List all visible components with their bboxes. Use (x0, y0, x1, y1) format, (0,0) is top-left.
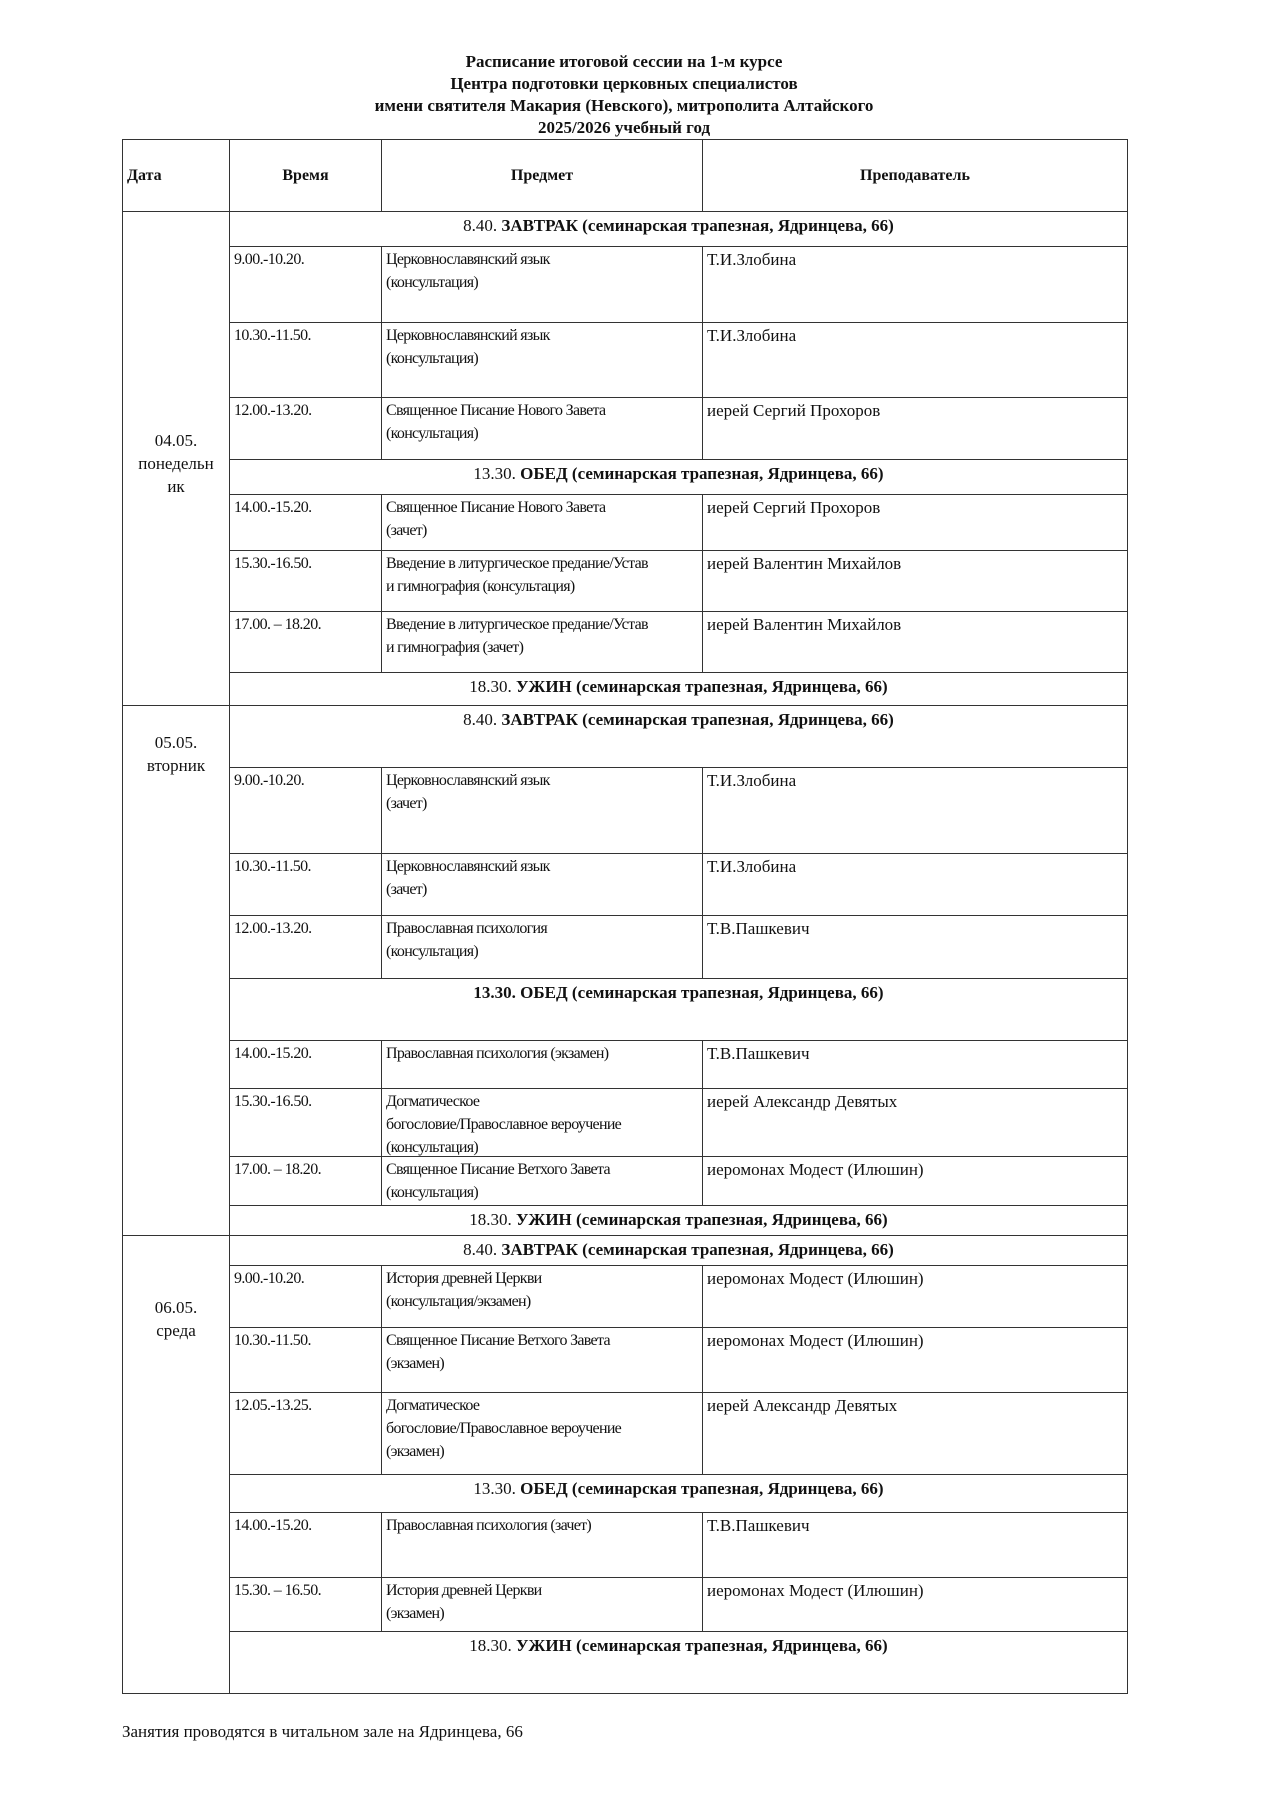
subject-line: Священное Писание Нового Завета (386, 499, 606, 516)
meal-time: 13.30. (473, 1479, 516, 1498)
teacher-cell (702, 494, 1128, 551)
subject-line: Догматическое (386, 1397, 480, 1414)
time-cell (229, 1577, 382, 1632)
time-cell (229, 322, 382, 398)
subject-line: (консультация) (386, 1184, 479, 1201)
subject-line: Догматическое (386, 1093, 480, 1110)
teacher-name: Т.В.Пашкевич (707, 1044, 810, 1063)
meal-row (229, 978, 1128, 1041)
meal-row (229, 211, 1128, 247)
subject-line: (зачет) (386, 795, 427, 812)
class-time: 14.00.-15.20. (234, 499, 312, 516)
meal-row (229, 1474, 1128, 1513)
teacher-name: иеромонах Модест (Илюшин) (707, 1269, 924, 1288)
meal-time: 18.30. (469, 1636, 517, 1655)
class-time: 14.00.-15.20. (234, 1045, 312, 1062)
class-time: 9.00.-10.20. (234, 1270, 305, 1287)
meal-time: 18.30. (469, 677, 512, 696)
meal-description: УЖИН (семинарская трапезная, Ядринцева, 66) (516, 1636, 888, 1655)
class-time: 15.30. – 16.50. (234, 1582, 322, 1599)
meal-description: ОБЕД (семинарская трапезная, Ядринцева, 66) (520, 983, 884, 1002)
teacher-cell (702, 550, 1128, 612)
subject-cell (381, 853, 703, 916)
class-time: 10.30.-11.50. (234, 327, 311, 344)
subject-cell (381, 397, 703, 460)
subject-line: и гимнография (зачет) (386, 639, 524, 656)
teacher-name: Т.В.Пашкевич (707, 919, 810, 938)
teacher-cell (702, 1392, 1128, 1475)
teacher-cell (702, 1265, 1128, 1328)
subject-line: Священное Писание Ветхого Завета (386, 1332, 610, 1349)
meal-row (229, 1205, 1128, 1236)
time-cell (229, 1512, 382, 1578)
meal-time: 13.30. (473, 464, 516, 483)
teacher-cell (702, 1040, 1128, 1089)
subject-line: Церковнославянский язык (386, 858, 550, 875)
day-weekday: ик (167, 477, 185, 496)
time-cell (229, 1392, 382, 1475)
subject-line: Священное Писание Ветхого Завета (386, 1161, 610, 1178)
subject-line: (зачет) (386, 881, 427, 898)
day-weekday: среда (156, 1321, 196, 1340)
column-header-label: Преподаватель (860, 167, 970, 184)
teacher-name: иерей Сергий Прохоров (707, 401, 881, 420)
time-cell (229, 1088, 382, 1157)
meal-description: УЖИН (семинарская трапезная, Ядринцева, 66) (516, 1210, 888, 1229)
teacher-name: иеромонах Модест (Илюшин) (707, 1160, 924, 1179)
teacher-cell (702, 246, 1128, 323)
teacher-cell (702, 611, 1128, 673)
subject-line: (консультация) (386, 943, 479, 960)
time-cell (229, 853, 382, 916)
meal-description: УЖИН (семинарская трапезная, Ядринцева, 66) (516, 677, 888, 696)
time-cell (229, 246, 382, 323)
time-cell (229, 550, 382, 612)
subject-line: Церковнославянский язык (386, 327, 550, 344)
column-header-label: Время (282, 167, 329, 184)
day-date: 06.05. (154, 1298, 198, 1317)
subject-line: (консультация) (386, 350, 479, 367)
subject-line: Введение в литургическое предание/Устав (386, 555, 648, 572)
teacher-cell (702, 767, 1128, 854)
subject-cell (381, 1392, 703, 1475)
time-cell (229, 1156, 382, 1206)
class-time: 15.30.-16.50. (234, 555, 312, 572)
teacher-name: Т.И.Злобина (707, 857, 797, 876)
teacher-name: иеромонах Модест (Илюшин) (707, 1331, 924, 1350)
title-line: Расписание итоговой сессии на 1-м курсе (465, 52, 783, 71)
subject-line: История древней Церкви (386, 1582, 542, 1599)
subject-line: (экзамен) (386, 1443, 444, 1460)
subject-cell (381, 1040, 703, 1089)
subject-line: (экзамен) (386, 1605, 444, 1622)
date-cell (122, 705, 230, 1236)
time-cell (229, 494, 382, 551)
meal-description: ЗАВТРАК (семинарская трапезная, Ядринцева, 66) (501, 710, 894, 729)
subject-line: Церковнославянский язык (386, 772, 550, 789)
document-title (0, 51, 1248, 139)
subject-line: (консультация/экзамен) (386, 1293, 531, 1310)
subject-line: Церковнославянский язык (386, 251, 550, 268)
class-time: 10.30.-11.50. (234, 1332, 311, 1349)
meal-description: ЗАВТРАК (семинарская трапезная, Ядринцева, 66) (501, 1240, 894, 1259)
time-cell (229, 611, 382, 673)
meal-time: 8.40. (463, 216, 498, 235)
subject-line: Введение в литургическое предание/Устав (386, 616, 648, 633)
teacher-name: Т.И.Злобина (707, 326, 797, 345)
teacher-cell (702, 1577, 1128, 1632)
subject-line: (консультация) (386, 274, 479, 291)
subject-line: Православная психология (зачет) (386, 1517, 592, 1534)
teacher-cell (702, 915, 1128, 979)
subject-cell (381, 322, 703, 398)
teacher-name: иерей Александр Девятых (707, 1092, 898, 1111)
class-time: 10.30.-11.50. (234, 858, 311, 875)
time-cell (229, 1265, 382, 1328)
teacher-name: иерей Валентин Михайлов (707, 615, 902, 634)
subject-line: История древней Церкви (386, 1270, 542, 1287)
meal-row (229, 1631, 1128, 1694)
subject-cell (381, 1577, 703, 1632)
class-time: 15.30.-16.50. (234, 1093, 312, 1110)
column-header-date (122, 139, 230, 212)
subject-cell (381, 1088, 703, 1157)
meal-row (229, 1235, 1128, 1266)
time-cell (229, 397, 382, 460)
date-cell (122, 1235, 230, 1694)
teacher-cell (702, 1512, 1128, 1578)
subject-cell (381, 1265, 703, 1328)
footer-note: Занятия проводятся в читальном зале на Ядринцева, 66 (122, 1722, 523, 1741)
teacher-name: Т.И.Злобина (707, 250, 797, 269)
teacher-name: Т.В.Пашкевич (707, 1516, 810, 1535)
day-date: 05.05. (154, 733, 198, 752)
day-date: 04.05. (154, 431, 198, 450)
meal-time: 18.30. (469, 1210, 512, 1229)
subject-cell (381, 611, 703, 673)
subject-line: Православная психология (экзамен) (386, 1045, 609, 1062)
subject-line: богословие/Православное вероучение (386, 1420, 622, 1437)
subject-cell (381, 1156, 703, 1206)
teacher-cell (702, 1156, 1128, 1206)
time-cell (229, 915, 382, 979)
teacher-name: иерей Александр Девятых (707, 1396, 898, 1415)
class-time: 17.00. – 18.20. (234, 1161, 322, 1178)
title-line: 2025/2026 учебный год (537, 118, 711, 137)
time-cell (229, 767, 382, 854)
teacher-name: иерей Валентин Михайлов (707, 554, 902, 573)
teacher-cell (702, 397, 1128, 460)
subject-cell (381, 1512, 703, 1578)
meal-row (229, 459, 1128, 495)
subject-cell (381, 767, 703, 854)
subject-line: (консультация) (386, 1139, 479, 1156)
time-cell (229, 1040, 382, 1089)
teacher-cell (702, 853, 1128, 916)
meal-description: ОБЕД (семинарская трапезная, Ядринцева, 66) (520, 464, 884, 483)
meal-time: 13.30. (473, 983, 516, 1002)
subject-cell (381, 494, 703, 551)
subject-line: Православная психология (386, 920, 548, 937)
meal-row (229, 672, 1128, 706)
column-header-teacher (702, 139, 1128, 212)
title-line: имени святителя Макария (Невского), митрополита Алтайского (374, 96, 874, 115)
class-time: 9.00.-10.20. (234, 251, 305, 268)
teacher-name: иеромонах Модест (Илюшин) (707, 1581, 924, 1600)
meal-description: ОБЕД (семинарская трапезная, Ядринцева, 66) (520, 1479, 884, 1498)
teacher-cell (702, 1327, 1128, 1393)
subject-line: и гимнография (консультация) (386, 578, 575, 595)
meal-time: 8.40. (463, 710, 498, 729)
meal-row (229, 705, 1128, 768)
day-weekday: понедельн (138, 454, 214, 473)
subject-line: Священное Писание Нового Завета (386, 402, 606, 419)
subject-cell (381, 1327, 703, 1393)
meal-time: 8.40. (463, 1240, 498, 1259)
teacher-cell (702, 1088, 1128, 1157)
meal-description: ЗАВТРАК (семинарская трапезная, Ядринцева, 66) (501, 216, 894, 235)
teacher-cell (702, 322, 1128, 398)
subject-line: (зачет) (386, 522, 427, 539)
subject-line: богословие/Православное вероучение (386, 1116, 622, 1133)
subject-cell (381, 550, 703, 612)
time-cell (229, 1327, 382, 1393)
subject-line: (консультация) (386, 425, 479, 442)
column-header-label: Дата (127, 167, 162, 184)
class-time: 12.00.-13.20. (234, 402, 312, 419)
subject-cell (381, 915, 703, 979)
teacher-name: иерей Сергий Прохоров (707, 498, 881, 517)
class-time: 17.00. – 18.20. (234, 616, 322, 633)
subject-line: (экзамен) (386, 1355, 444, 1372)
subject-cell (381, 246, 703, 323)
date-cell (122, 211, 230, 706)
column-header-label: Предмет (510, 167, 574, 184)
class-time: 12.05.-13.25. (234, 1397, 312, 1414)
class-time: 9.00.-10.20. (234, 772, 305, 789)
teacher-name: Т.И.Злобина (707, 771, 797, 790)
day-weekday: вторник (146, 756, 206, 775)
title-line: Центра подготовки церковных специалистов (450, 74, 798, 93)
class-time: 12.00.-13.20. (234, 920, 312, 937)
column-header-time (229, 139, 382, 212)
column-header-subject (381, 139, 703, 212)
class-time: 14.00.-15.20. (234, 1517, 312, 1534)
